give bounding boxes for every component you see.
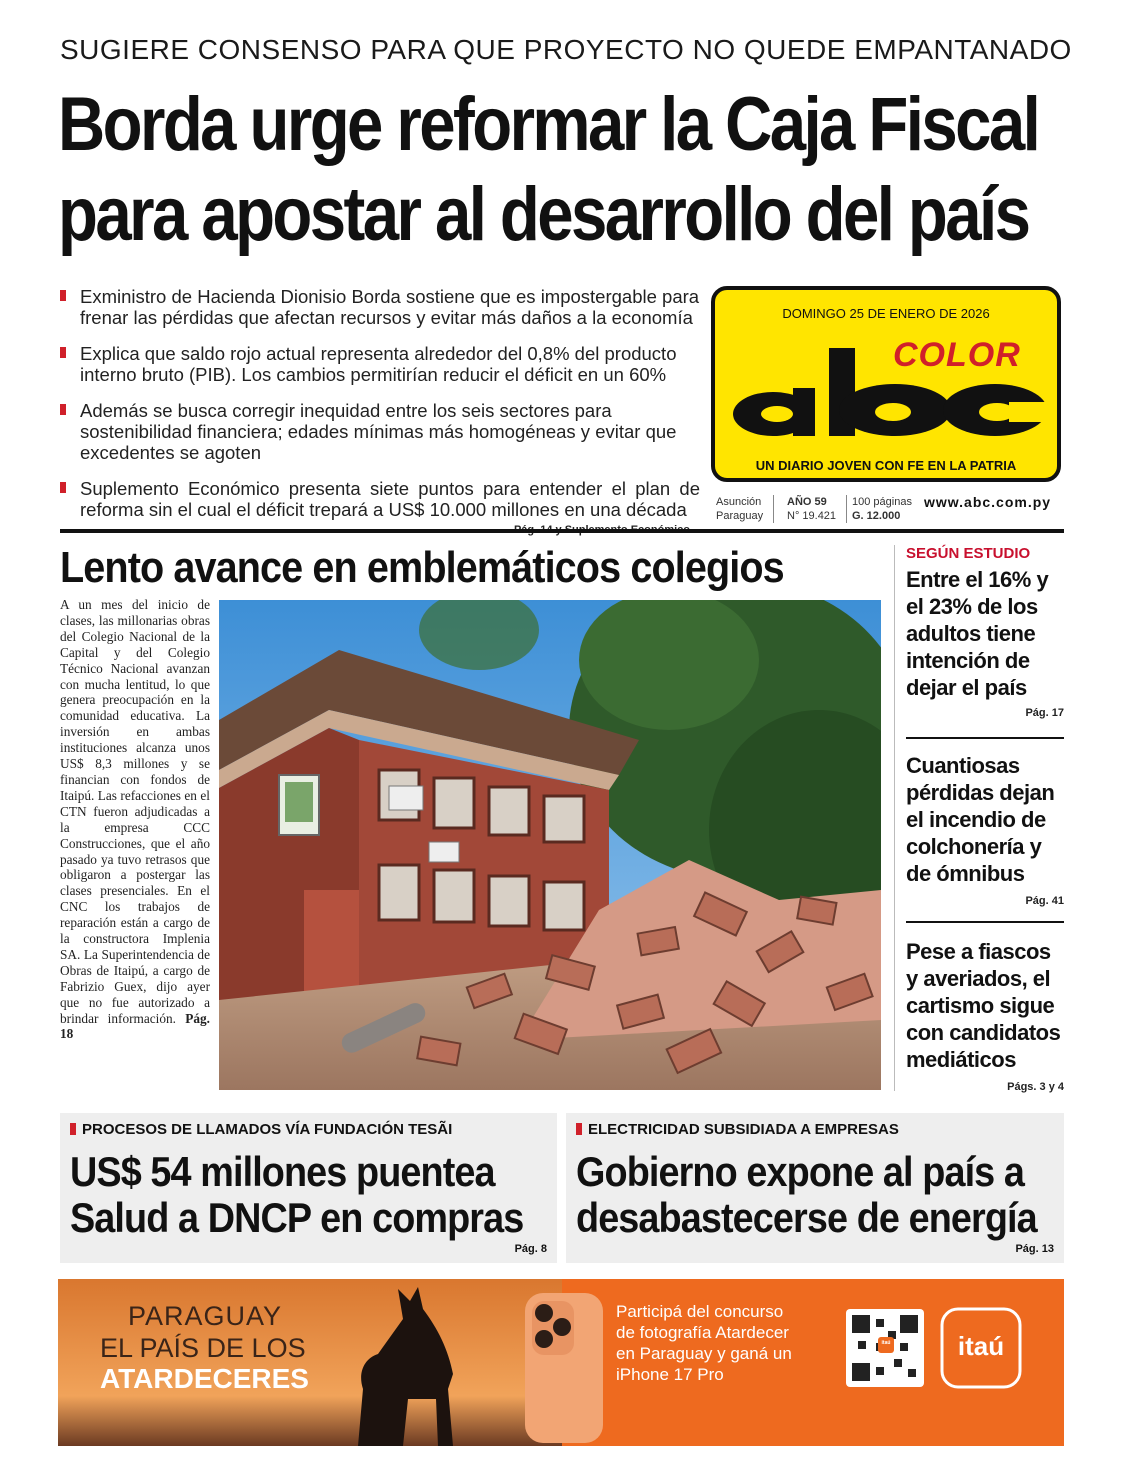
sidebar-story[interactable] [906,545,1064,719]
schools-body [60,597,210,1042]
sidebar-story-page: Págs. 3 y 4 [1007,1081,1064,1093]
sidebar-story[interactable] [906,752,1064,907]
masthead-logo-box[interactable] [711,286,1061,482]
lead-bullet: Explica que saldo rojo actual representa alrededor del 0,8% del producto interno bruto (PIB). Los cambios permitirían reducir el déficit en un 60% [60,343,700,385]
lead-bullets [60,286,700,536]
bottom-story-energy[interactable] [566,1113,1064,1263]
bottom-story-line: Salud a DNCP en compras [70,1194,524,1241]
bottom-story-health[interactable] [60,1113,557,1263]
masthead-tagline: UN DIARIO JOVEN CON FE EN LA PATRIA [755,458,1017,473]
schools-page-ref[interactable]: Pág. 18 [60,1010,211,1042]
bottom-story-label: ELECTRICIDAD SUBSIDIADA A EMPRESAS [576,1121,899,1138]
itau-logo-icon[interactable]: itaú [957,1331,1005,1361]
ad-line3: ATARDECERES [100,1363,309,1394]
sidebar-divider [906,921,1064,923]
lead-headline[interactable] [58,80,1069,260]
ad-promo-line: Participá del concurso [616,1302,784,1321]
masthead-country: Paraguay [716,510,764,522]
bottom-story-line: desabastecerse de energía [576,1194,1037,1241]
ad-line2: EL PAÍS DE LOS [100,1333,306,1363]
ad-promo-line: iPhone 17 Pro [616,1365,724,1384]
sidebar-divider [906,737,1064,739]
ad-promo-line: en Paraguay y ganá un [616,1344,792,1363]
schools-body-text: A un mes del inicio de clases, las millonarias obras del Colegio Nacional de la Capital y del Colegio Técnico Nacional avanzan con mucha lentitud, lo que genera preocupación en la comunidad educativa. La inversión en ambas instituciones alcanza unos US$ 8,3 millones y se financian con fondos de Itaipú. Las refacciones en el CTN fueron adjudicadas a la empresa CCC Construcciones, que el año pasado ya tuvo retrasos que obligaron a postergar las clases presenciales. En el CNC los trabajos de reparación están a cargo de la constructora Implenia SA. La Superintendencia de Obras de Itaipú, a cargo de Fabrizio Guex, dijo ayer que no fue autorizado a brindar información. [60,597,210,1026]
bottom-story-headline [70,1149,523,1241]
ad-promo-line: de fotografía Atardecer [616,1323,789,1342]
bottom-story-page: Pág. 13 [1015,1243,1054,1255]
sidebar-story-page: Pág. 17 [1025,707,1064,719]
masthead-price: G. 12.000 [852,510,901,522]
itau-advertisement[interactable] [58,1279,1064,1446]
lead-headline-line2: para apostar al desarrollo del país [58,172,1029,257]
section-divider [60,529,1064,533]
building-rubble-image [219,600,881,1090]
masthead-number: N° 19.421 [787,510,837,522]
lead-bullet: Suplemento Económico presenta siete puntos para entender el plan de reforma sin el cual el déficit trepará a US$ 10.000 millones en una década [60,478,700,520]
masthead-city: Asunción [716,496,762,508]
sidebar-story-page: Pág. 41 [1025,895,1064,907]
sidebar-story-title: Cuantiosas pérdidas dejan el incendio de colchonería y de ómnibus [906,753,1055,886]
lead-bullet: Exministro de Hacienda Dionisio Borda sostiene que es impostergable para frenar las pérdidas que afectan recursos y evitar más daños a la economía [60,286,700,328]
masthead-year: AÑO 59 [787,496,827,508]
masthead-website[interactable]: www.abc.com.py [924,494,1052,510]
lead-kicker: SUGIERE CONSENSO PARA QUE PROYECTO NO QUEDE EMPANTANADO [60,34,1072,65]
ad-promo [616,1301,792,1385]
masthead-pages: 100 páginas [852,496,912,508]
ad-qr-label: itaú [881,1340,891,1346]
schools-title[interactable]: Lento avance en emblemáticos colegios [60,543,784,592]
bottom-story-label: PROCESOS DE LLAMADOS VÍA FUNDACIÓN TESÃI [70,1121,452,1138]
masthead-color-word: COLOR [893,336,1021,374]
lead-headline-line1: Borda urge reformar la Caja Fiscal [58,82,1039,167]
sidebar-story-title: Entre el 16% y el 23% de los adultos tiene intención de dejar el país [906,567,1049,700]
schools-photo[interactable] [219,600,881,1090]
masthead-date: DOMINGO 25 DE ENERO DE 2026 [782,306,990,321]
bottom-story-headline [576,1149,1037,1241]
sidebar-vertical-rule [894,545,895,1091]
bottom-story-line: Gobierno expone al país a [576,1148,1025,1195]
bottom-story-page: Pág. 8 [514,1243,547,1255]
ad-line1: PARAGUAY [128,1301,283,1331]
sidebar-story[interactable] [906,938,1064,1093]
lead-bullet: Además se busca corregir inequidad entre los seis sectores para sostenibilidad financiera; edades mínimas más homogéneas y evitar que excedentes se agoten [60,400,700,463]
bottom-story-line: US$ 54 millones puentea [70,1148,495,1195]
sidebar-story-label: SEGÚN ESTUDIO [906,545,1031,562]
sidebar-story-title: Pese a fiascos y averiados, el cartismo sigue con candidatos mediáticos [906,939,1061,1072]
